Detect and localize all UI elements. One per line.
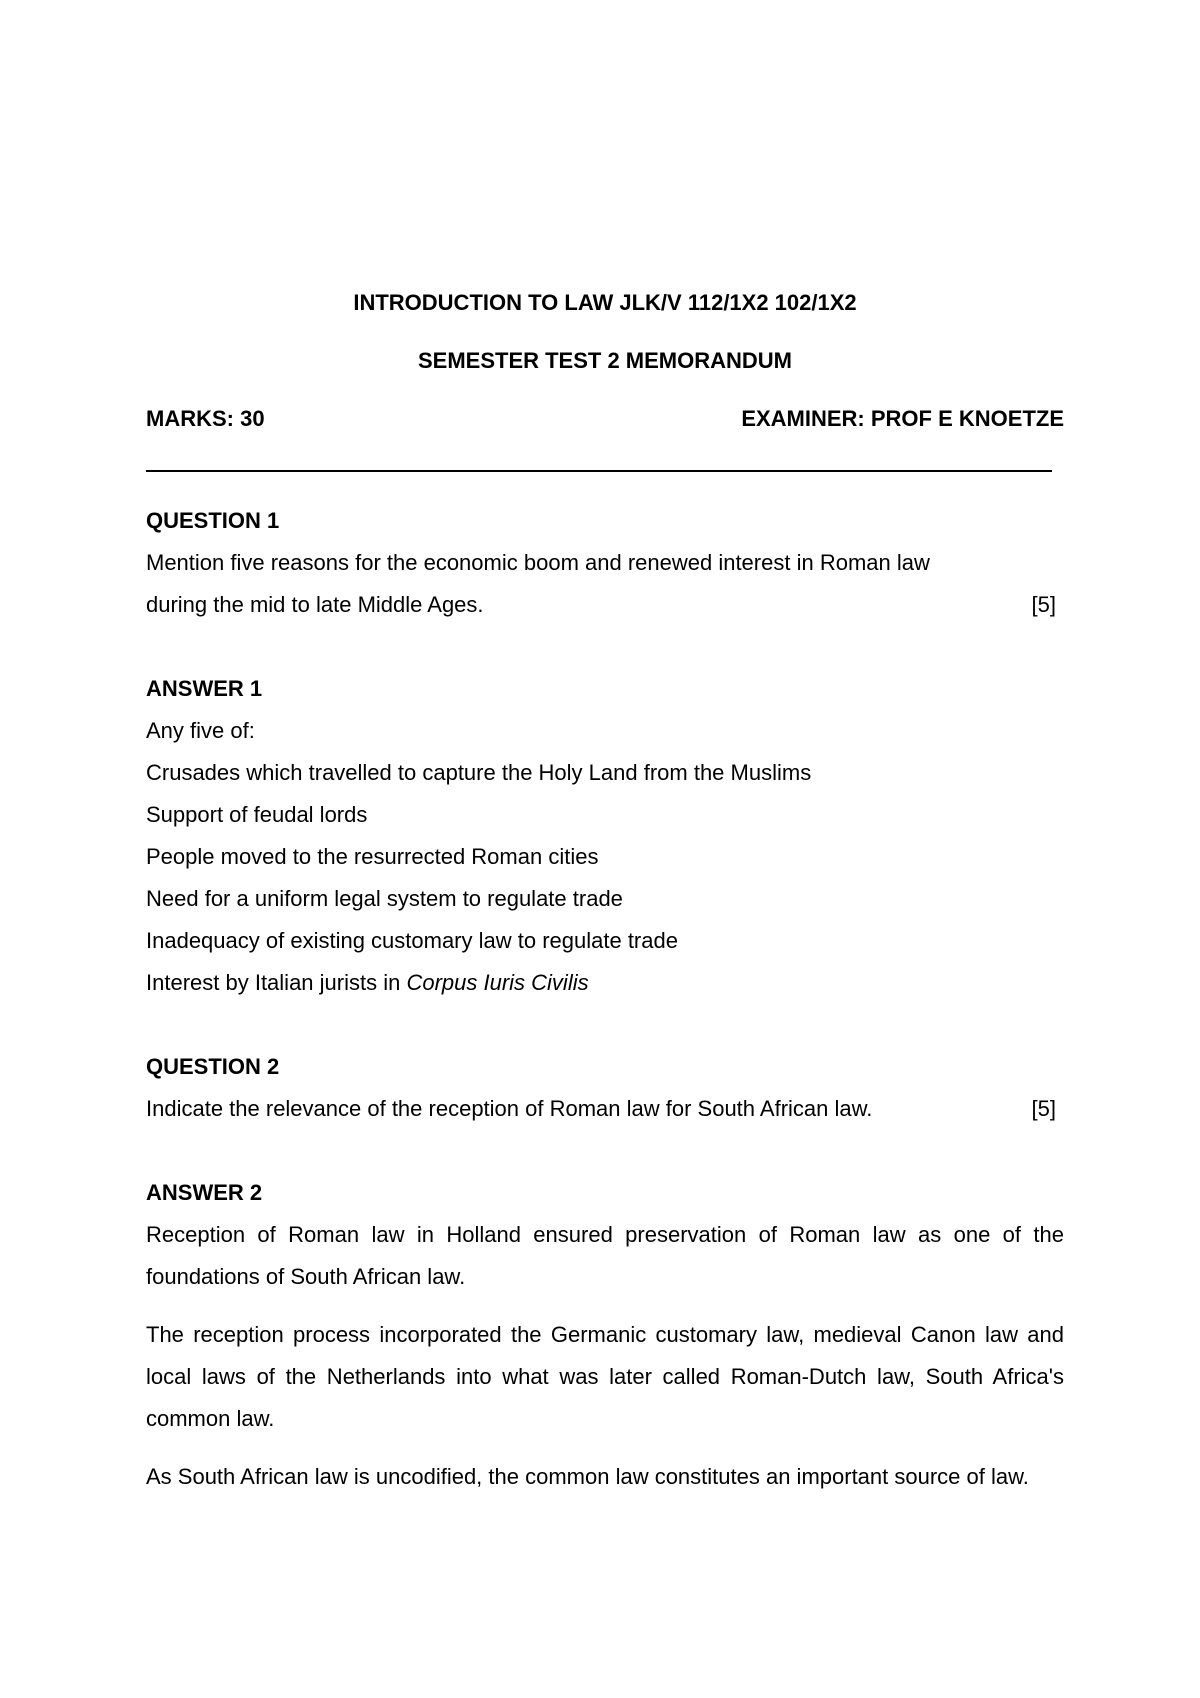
answer1-intro: Any five of:	[146, 718, 255, 743]
question1-heading: QUESTION 1	[146, 508, 280, 533]
answer2-paragraph-3: As South African law is uncodified, the common law constitutes an important source of law.	[146, 1464, 1029, 1489]
answer1-heading: ANSWER 1	[146, 676, 263, 701]
question1-line2: during the mid to late Middle Ages.	[146, 592, 484, 617]
answer1-item-last	[146, 962, 1064, 1004]
answer1-item: Crusades which travelled to capture the Holy Land from the Muslims	[146, 760, 812, 785]
question2-line1: Indicate the relevance of the reception of Roman law for South African law.	[146, 1096, 873, 1121]
question2-mark: [5]	[1031, 1096, 1056, 1121]
question2-heading: QUESTION 2	[146, 1054, 280, 1079]
document-content	[146, 282, 1064, 1498]
question1-line2-row	[146, 584, 1064, 626]
answer1-item: Need for a uniform legal system to regulate trade	[146, 886, 623, 911]
divider-rule	[146, 470, 1052, 472]
marks-examiner-row	[146, 398, 1064, 440]
answer2-paragraph-1: Reception of Roman law in Holland ensured preservation of Roman law as one of the foundations of South African law.	[146, 1222, 1064, 1289]
question1-line1: Mention five reasons for the economic boom and renewed interest in Roman law	[146, 550, 930, 575]
answer1-item-last-italic: Corpus Iuris Civilis	[406, 970, 589, 995]
examiner-label: EXAMINER: PROF E KNOETZE	[741, 406, 1064, 431]
question2-line1-row	[146, 1088, 1064, 1130]
answer2-heading: ANSWER 2	[146, 1180, 263, 1205]
document-subtitle: SEMESTER TEST 2 MEMORANDUM	[417, 348, 793, 373]
answer2-paragraph-2: The reception process incorporated the Germanic customary law, medieval Canon law and local laws of the Netherlands into what was later called Roman-Dutch law, South Africa's common law.	[146, 1322, 1064, 1431]
question1-mark: [5]	[1031, 592, 1056, 617]
answer1-item: Support of feudal lords	[146, 802, 368, 827]
answer1-item: Inadequacy of existing customary law to regulate trade	[146, 928, 678, 953]
document-title: INTRODUCTION TO LAW JLK/V 112/1X2 102/1X2	[353, 290, 857, 315]
marks-label: MARKS: 30	[146, 406, 265, 431]
answer1-item: People moved to the resurrected Roman cities	[146, 844, 599, 869]
answer1-item-last-prefix: Interest by Italian jurists in	[146, 970, 407, 995]
